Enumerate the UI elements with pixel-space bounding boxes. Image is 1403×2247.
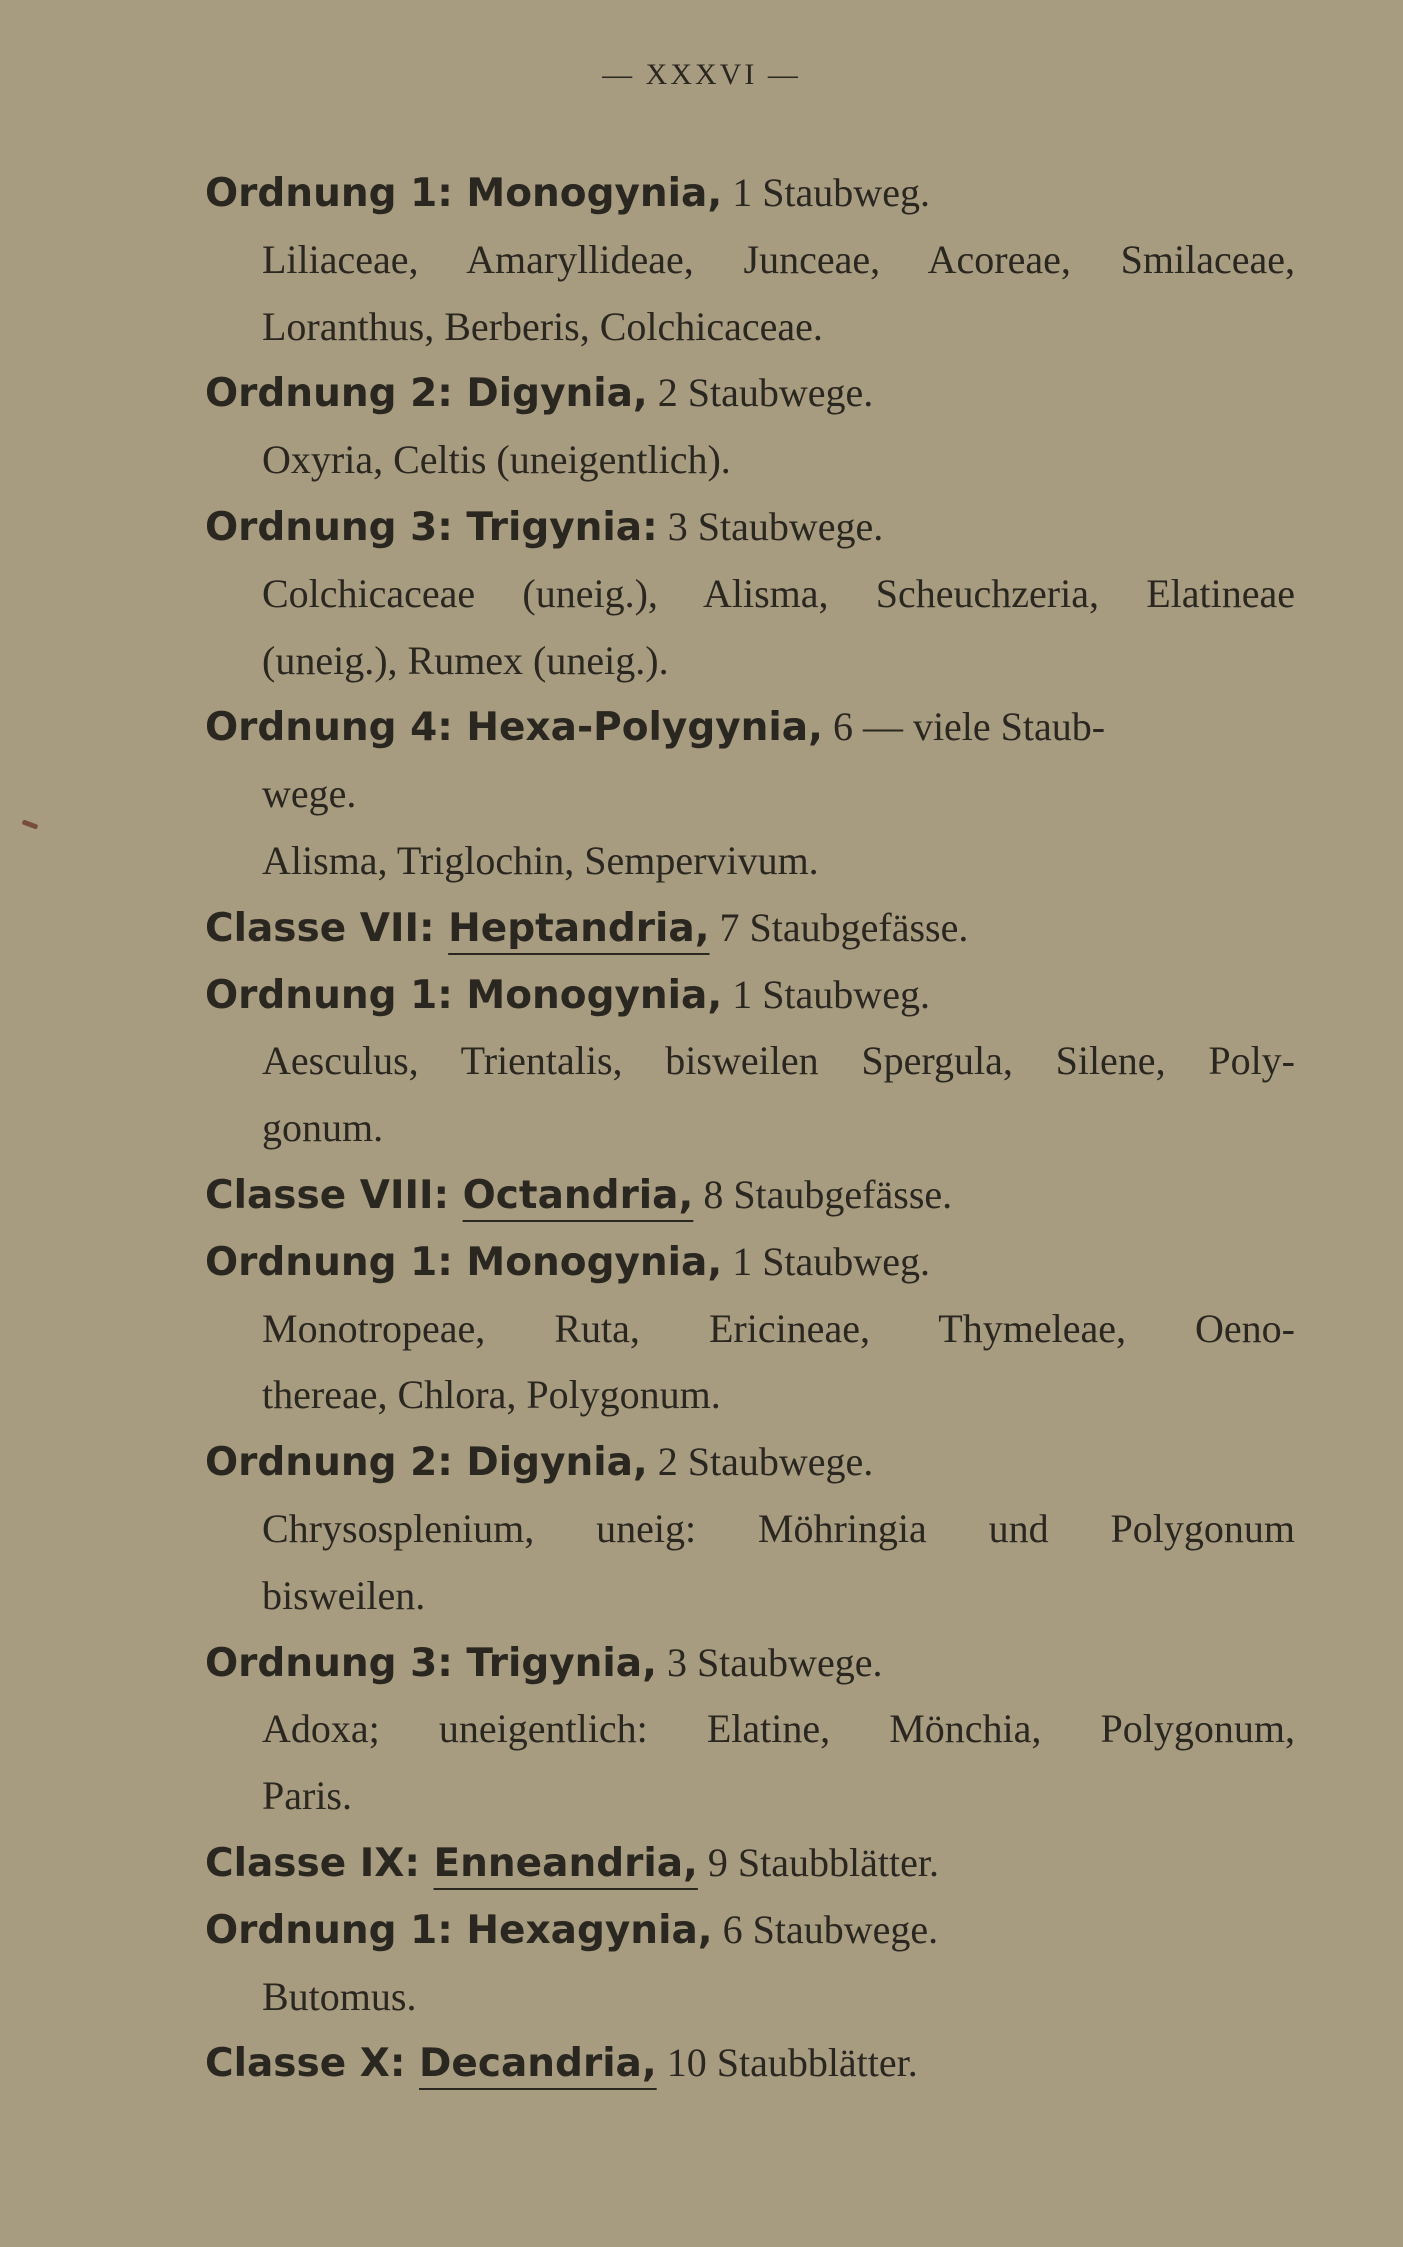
- line-text: Liliaceae, Amaryllideae, Junceae, Acoreae, Smilaceae,: [262, 236, 1295, 282]
- taxon-name: Monogynia,: [466, 1239, 723, 1285]
- heading-label: Ordnung 4:: [205, 705, 467, 751]
- heading-detail: 7 Staubgefässe.: [709, 904, 969, 950]
- classe-heading: [205, 895, 1295, 962]
- heading-label: Ordnung 1:: [205, 1239, 467, 1285]
- line-text: thereae, Chlora, Polygonum.: [262, 1372, 721, 1418]
- line-text: Colchicaceae (uneig.), Alisma, Scheuchzeria, Elatineae: [262, 570, 1295, 616]
- text-line: [205, 561, 1295, 628]
- heading-label: Ordnung 3:: [205, 504, 467, 550]
- text-line: [205, 628, 1295, 695]
- taxon-name: Decandria,: [419, 2041, 657, 2087]
- text-line: [205, 828, 1295, 895]
- text-line: [205, 761, 1295, 828]
- text-line: [205, 1362, 1295, 1429]
- heading-detail: 1 Staubweg.: [722, 1238, 930, 1284]
- heading-detail: 6 Staubwege.: [712, 1906, 939, 1952]
- heading-detail: 1 Staubweg.: [722, 971, 930, 1017]
- taxon-name: Octandria,: [462, 1172, 694, 1218]
- page-body: [205, 160, 1295, 2097]
- heading-detail: 8 Staubgefässe.: [693, 1171, 953, 1217]
- text-line: [205, 294, 1295, 361]
- line-text: Loranthus, Berberis, Colchicaceae.: [262, 303, 823, 349]
- heading-detail: 1 Staubweg.: [722, 170, 930, 215]
- heading-detail: 2 Staubwege.: [647, 370, 874, 416]
- text-line: [205, 1763, 1295, 1830]
- ordnung-heading: [205, 160, 1295, 227]
- taxon-name: Monogynia,: [466, 171, 723, 216]
- heading-label: Classe VII:: [205, 905, 449, 951]
- heading-label: Ordnung 1:: [205, 1907, 467, 1953]
- line-text: Paris.: [262, 1773, 352, 1819]
- heading-detail: 3 Staubwege.: [656, 1639, 883, 1685]
- line-text: Aesculus, Trientalis, bisweilen Spergula, Silene, Poly-: [262, 1038, 1295, 1084]
- line-text: (uneig.), Rumex (uneig.).: [262, 637, 669, 683]
- page-number: — XXXVI —: [602, 58, 801, 91]
- text-line: [205, 227, 1295, 294]
- line-text: Butomus.: [262, 1973, 417, 2019]
- heading-label: Ordnung 1:: [205, 171, 467, 216]
- heading-label: Ordnung 3:: [205, 1640, 467, 1686]
- taxon-name: Digynia,: [466, 1440, 648, 1486]
- taxon-name: Monogynia,: [466, 972, 723, 1018]
- heading-detail: 9 Staubblätter.: [697, 1839, 939, 1885]
- text-line: [205, 1563, 1295, 1630]
- heading-label: Ordnung 2:: [205, 371, 467, 417]
- taxon-name: Heptandria,: [448, 905, 710, 951]
- taxon-name: Hexagynia,: [466, 1907, 713, 1953]
- text-line: [205, 1964, 1295, 2031]
- text-line: [205, 1028, 1295, 1095]
- ordnung-heading: [205, 1630, 1295, 1697]
- taxon-name: Digynia,: [466, 371, 648, 417]
- line-text: Alisma, Triglochin, Sempervivum.: [262, 837, 819, 883]
- heading-label: Classe IX:: [205, 1840, 434, 1886]
- line-text: wege.: [262, 771, 357, 817]
- ordnung-heading: [205, 694, 1295, 761]
- line-text: Adoxa; uneigentlich: Elatine, Mönchia, Polygonum,: [262, 1706, 1295, 1752]
- ordnung-heading: [205, 1429, 1295, 1496]
- ordnung-heading: [205, 360, 1295, 427]
- ordnung-heading: [205, 494, 1295, 561]
- taxon-name: Trigynia,: [466, 1640, 657, 1686]
- ink-mark: [22, 819, 39, 829]
- heading-label: Classe X:: [205, 2041, 420, 2087]
- heading-label: Classe VIII:: [205, 1172, 463, 1218]
- text-line: [205, 1696, 1295, 1763]
- text-line: [205, 427, 1295, 494]
- taxon-name: Hexa-Polygynia,: [466, 705, 823, 751]
- text-line: [205, 1296, 1295, 1363]
- taxon-name: Trigynia:: [466, 504, 658, 550]
- ordnung-heading: [205, 1229, 1295, 1296]
- text-line: [205, 1496, 1295, 1563]
- classe-heading: [205, 2030, 1295, 2097]
- heading-detail: 3 Staubwege.: [657, 503, 884, 549]
- heading-label: Ordnung 1:: [205, 972, 467, 1018]
- heading-label: Ordnung 2:: [205, 1440, 467, 1486]
- line-text: Oxyria, Celtis (uneigentlich).: [262, 437, 731, 483]
- classe-heading: [205, 1162, 1295, 1229]
- heading-detail: 10 Staubblätter.: [656, 2040, 918, 2086]
- line-text: Chrysosplenium, uneig: Möhringia und Polygonum: [262, 1505, 1295, 1551]
- heading-detail: 6 — viele Staub-: [822, 704, 1106, 750]
- text-line: [205, 1095, 1295, 1162]
- classe-heading: [205, 1830, 1295, 1897]
- ordnung-heading: [205, 1897, 1295, 1964]
- ordnung-heading: [205, 962, 1295, 1029]
- line-text: bisweilen.: [262, 1572, 426, 1618]
- line-text: gonum.: [262, 1105, 384, 1151]
- heading-detail: 2 Staubwege.: [647, 1439, 874, 1485]
- line-text: Monotropeae, Ruta, Ericineae, Thymeleae, Oeno-: [262, 1305, 1295, 1351]
- taxon-name: Enneandria,: [433, 1840, 698, 1886]
